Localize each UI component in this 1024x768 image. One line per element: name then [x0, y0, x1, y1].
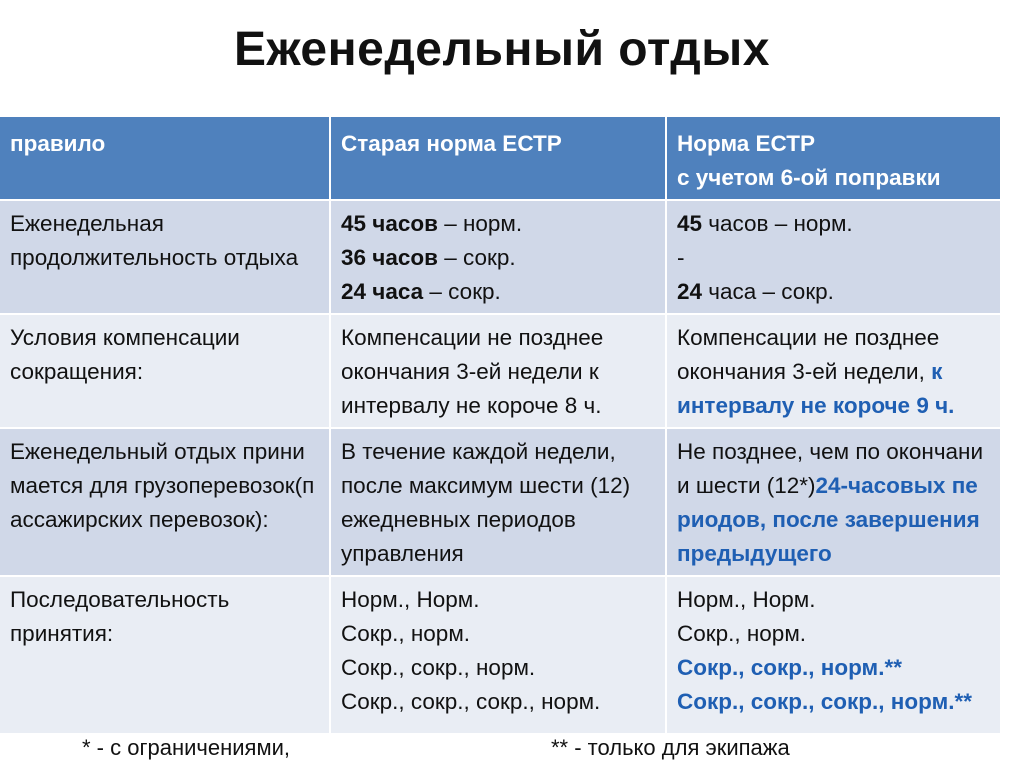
cell-new-norm: 45 часов – норм. - 24 часа – сокр. — [666, 200, 1001, 314]
cell-old-norm: В течение каждой недели, после максимум шести (12) ежедневных периодов управления — [330, 428, 666, 576]
table-header-row — [0, 117, 1001, 200]
cell-rule: Еженедельная продолжительность отдыха — [0, 200, 330, 314]
header-new-norm: Норма ЕСТР с учетом 6-ой поправки — [666, 117, 1001, 200]
cell-rule: Условия компенсации сокращения: — [0, 314, 330, 428]
highlight-text: к интервалу не короче 9 ч. — [677, 359, 955, 418]
cell-old-norm: 45 часов – норм. 36 часов – сокр. 24 часа – сокр. — [330, 200, 666, 314]
table-row — [0, 428, 1001, 576]
header-old-norm: Старая норма ЕСТР — [330, 117, 666, 200]
cell-new-norm: Не позднее, чем по окончании шести (12*)24-часовых периодов, после завершения предыдущего — [666, 428, 1001, 576]
footnote-restrictions: * - с ограничениями, — [82, 735, 290, 760]
header-rule: правило — [0, 117, 330, 200]
cell-rule: Еженедельный отдых принимается для грузоперевозок(пассажирских перевозок): — [0, 428, 330, 576]
table-row — [0, 576, 1001, 734]
slide-title: Еженедельный отдых — [234, 23, 770, 76]
cell-new-norm: Компенсации не позднее окончания 3-ей недели, к интервалу не короче 9 ч. — [666, 314, 1001, 428]
table-row — [0, 200, 1001, 314]
highlight-text: 24-часовых периодов, после завершения предыдущего — [677, 473, 980, 566]
footnote-crew: ** - только для экипажа — [551, 735, 790, 760]
rest-rules-table — [0, 117, 1002, 735]
cell-old-norm: Норм., Норм. Сокр., норм. Сокр., сокр., норм. Сокр., сокр., сокр., норм. — [330, 576, 666, 734]
cell-old-norm: Компенсации не позднее окончания 3-ей недели к интервалу не короче 8 ч. — [330, 314, 666, 428]
table-row — [0, 314, 1001, 428]
cell-new-norm: Норм., Норм. Сокр., норм. Сокр., сокр., норм.** Сокр., сокр., сокр., норм.** — [666, 576, 1001, 734]
highlight-text: Сокр., сокр., норм.** — [677, 655, 902, 680]
cell-rule: Последовательность принятия: — [0, 576, 330, 734]
highlight-text: Сокр., сокр., сокр., норм.** — [677, 689, 972, 714]
